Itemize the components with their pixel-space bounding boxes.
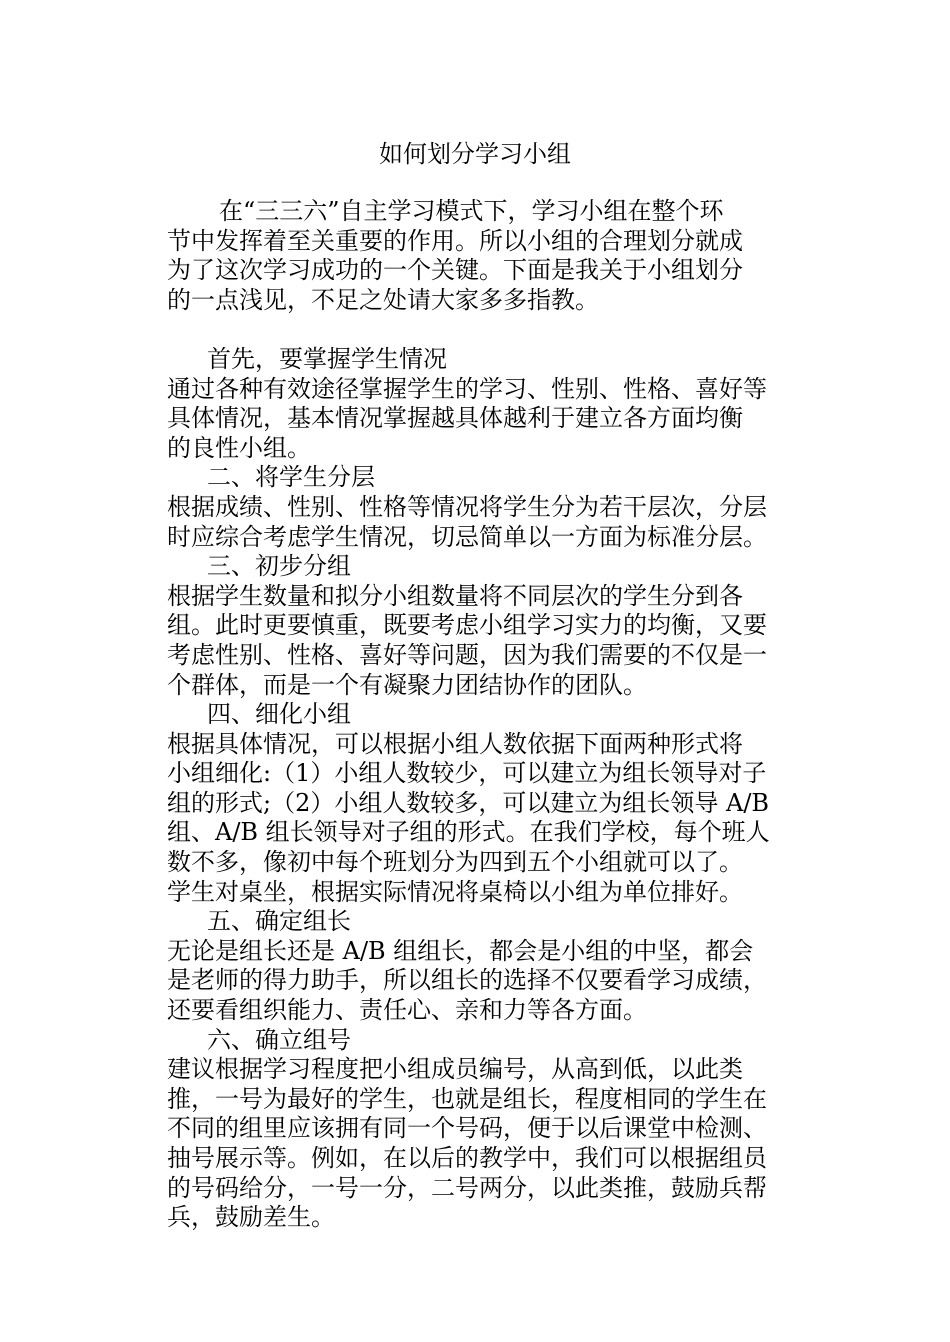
text-line: 根据学生数量和拟分小组数量将不同层次的学生分到各 (167, 581, 743, 610)
text-line: 在“三三六”自主学习模式下，学习小组在整个环 (219, 197, 724, 225)
text-line: 时应综合考虑学生情况，切忌简单以一方面为标准分层。 (167, 522, 767, 551)
text-line: 兵，鼓励差生。 (167, 1203, 335, 1232)
document-body (167, 197, 807, 1233)
text-line: 抽号展示等。例如，在以后的教学中，我们可以根据组员 (167, 1144, 767, 1172)
text-line: 考虑性别、性格、喜好等问题，因为我们需要的不仅是一 (167, 640, 767, 669)
section-heading: 六、确立组号 (207, 1025, 351, 1054)
text-line: 的一点浅见，不足之处请大家多多指教。 (167, 285, 599, 314)
text-line: 建议根据学习程度把小组成员编号，从高到低，以此类 (167, 1055, 743, 1084)
text-line: 为了这次学习成功的一个关键。下面是我关于小组划分 (167, 256, 743, 285)
text-line: 无论是组长还是 A/B 组组长，都会是小组的中坚，都会 (167, 936, 754, 965)
text-line: 推，一号为最好的学生，也就是组长，程度相同的学生在 (167, 1084, 767, 1113)
text-line: 组。此时更要慎重，既要考虑小组学习实力的均衡，又要 (167, 611, 767, 640)
section-heading: 三、初步分组 (207, 552, 351, 581)
text-line: 的号码给分，一号一分，二号两分，以此类推，鼓励兵帮 (167, 1173, 767, 1202)
text-line: 学生对桌坐，根据实际情况将桌椅以小组为单位排好。 (167, 877, 743, 906)
text-line: 数不多，像初中每个班划分为四到五个小组就可以了。 (167, 848, 743, 877)
section-heading: 二、将学生分层 (207, 463, 375, 492)
document-title: 如何划分学习小组 (379, 140, 571, 168)
text-line: 不同的组里应该拥有同一个号码，便于以后课堂中检测、 (167, 1114, 767, 1143)
text-line: 具体情况，基本情况掌握越具体越利于建立各方面均衡 (167, 404, 743, 433)
section-2 (167, 463, 807, 552)
text-line: 的良性小组。 (167, 433, 311, 462)
text-line: 小组细化:（1）小组人数较少，可以建立为组长领导对子 (167, 759, 767, 788)
text-line: 通过各种有效途径掌握学生的学习、性别、性格、喜好等 (167, 374, 767, 403)
text-line: 组、A/B 组长领导对子组的形式。在我们学校，每个班人 (167, 818, 770, 847)
text-line: 还要看组织能力、责任心、亲和力等各方面。 (167, 996, 647, 1025)
intro-paragraph (167, 197, 807, 315)
text-line: 节中发挥着至关重要的作用。所以小组的合理划分就成 (167, 226, 743, 255)
section-heading: 五、确定组长 (207, 907, 351, 936)
text-line: 是老师的得力助手，所以组长的选择不仅要看学习成绩， (167, 966, 767, 995)
section-heading: 首先，要掌握学生情况 (207, 344, 447, 373)
section-heading: 四、细化小组 (207, 700, 351, 729)
section-5 (167, 907, 807, 1025)
section-6 (167, 1026, 807, 1233)
text-line: 根据具体情况，可以根据小组人数依据下面两种形式将 (167, 729, 743, 758)
section-1 (167, 345, 807, 463)
section-4 (167, 700, 807, 907)
section-3 (167, 552, 807, 700)
text-line: 组的形式;（2）小组人数较多，可以建立为组长领导 A/B (167, 788, 770, 817)
blank-line (167, 315, 807, 345)
text-line: 个群体，而是一个有凝聚力团结协作的团队。 (167, 670, 647, 699)
text-line: 根据成绩、性别、性格等情况将学生分为若干层次，分层 (167, 492, 767, 521)
